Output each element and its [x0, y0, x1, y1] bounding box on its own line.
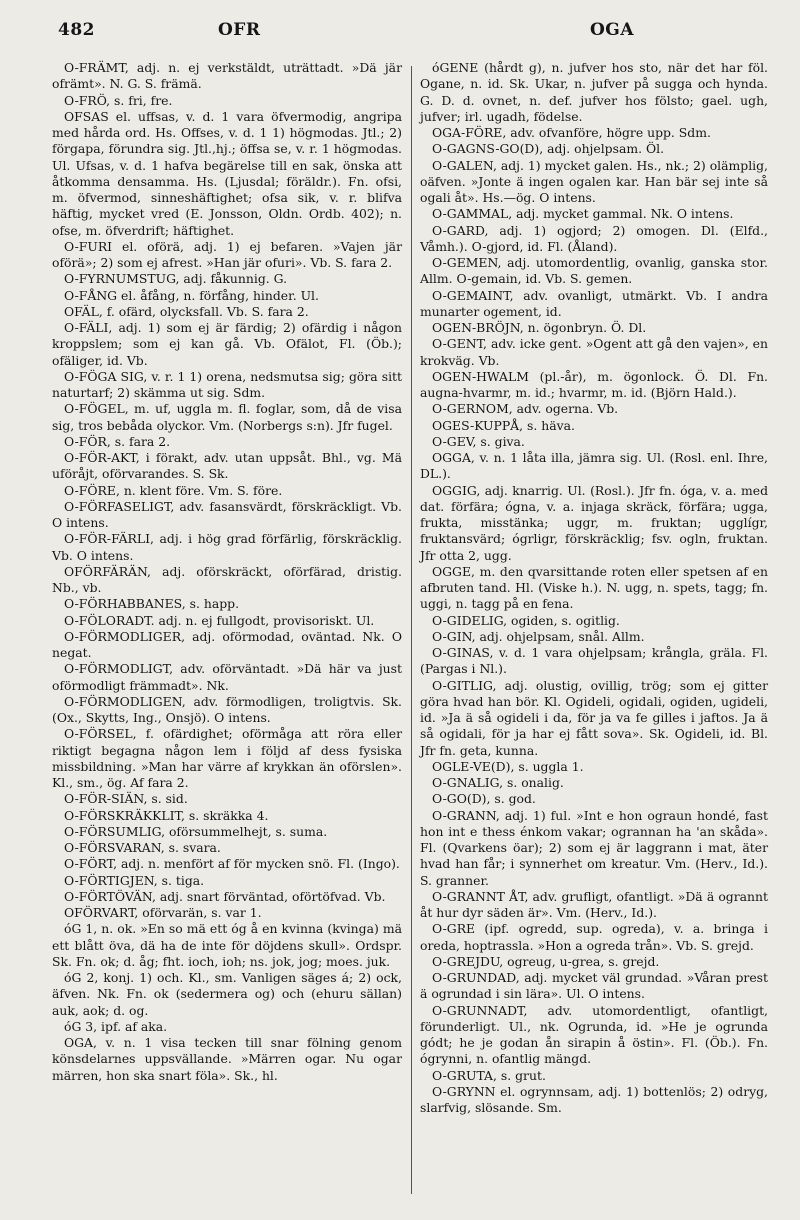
dictionary-entry	[52, 791, 402, 807]
dictionary-entry	[52, 889, 402, 905]
entry-headword: O-FÖR-FÄRLI	[64, 531, 150, 547]
entry-definition: , i förakt, adv. utan uppsåt. Bhl., vg. Mä uföråjt, oförvarandes. S. Sk.	[52, 450, 402, 482]
entry-headword: O-GRANNT ÅT	[432, 888, 525, 904]
dictionary-entry	[52, 531, 402, 564]
entry-definition: el. åfång, n. förfång, hinder. Ul.	[117, 287, 319, 303]
entry-headword: O-FÖRMODLIGT	[64, 661, 170, 677]
entry-headword: OGA	[64, 1035, 94, 1050]
entry-headword: O-GRUNDAD	[432, 970, 516, 985]
entry-headword: O-GEV	[432, 433, 473, 449]
dictionary-entry	[420, 418, 768, 434]
entry-definition: 2, konj. 1) och. Kl., sm. Vanligen säges á; 2) ock, äfven. Nk. Fn. ok (sedermera og) och (ehuru sällan) auk, aok; d. og.	[52, 970, 402, 1018]
dictionary-entry	[420, 889, 768, 922]
dictionary-entry	[420, 759, 768, 775]
right-column	[420, 60, 768, 1200]
dictionary-entry	[52, 499, 402, 532]
entry-headword: OGGA	[432, 450, 471, 465]
entry-headword: O-GRUTA	[432, 1067, 494, 1083]
entry-definition: , adv. oförväntadt. »Dä här va just oförmodligt främmadt». Nk.	[52, 661, 402, 693]
entry-definition: , s. giva.	[472, 433, 525, 449]
entry-definition: (ipf. ogredd, sup. ogreda), v. a. bringa i oreda, hoptrassla. »Hon a ogreda trån». Vb. S. grejd.	[420, 921, 768, 953]
entry-headword: O-FÖRE	[64, 482, 116, 498]
entry-headword: O-FÖRHABBANES	[64, 596, 182, 612]
dictionary-entry	[52, 905, 402, 921]
dictionary-entry	[52, 401, 402, 434]
dictionary-entry	[420, 613, 768, 629]
entry-headword: O-GITLIG	[432, 677, 493, 693]
entry-definition: , adv. icke gent. »Ogent att gå den vajen», en krokväg. Vb.	[420, 336, 768, 368]
dictionary-entry	[52, 824, 402, 840]
entry-definition: (hårdt g), n. jufver hos sto, när det har föl. Ogane, n. id. Sk. Ukar, n. jufver på sugga och hynda. G. D. d. ovnet, n. def. jufver hos fölsto; gael. ugh, jufver; irl. ugadh, födelse.	[420, 60, 768, 124]
dictionary-entry	[420, 450, 768, 483]
dictionary-entry	[52, 1019, 402, 1035]
entry-headword: O-FÖRTIGJEN	[64, 872, 154, 888]
dictionary-entry	[420, 808, 768, 889]
dictionary-entry	[420, 775, 768, 791]
entry-definition: , n. ögonbryn. Ö. Dl.	[519, 320, 647, 335]
dictionary-entry	[420, 369, 768, 402]
dictionary-entry	[420, 401, 768, 417]
dictionary-entry	[420, 921, 768, 954]
entry-definition: , adj. 1) som ej är färdig; 2) ofärdig i någon kroppslem; som ej kan gå. Vb. Ofälot, Fl. (Öb.); ofäliger, id. Vb.	[52, 320, 402, 368]
dictionary-entry	[420, 434, 768, 450]
entry-definition: , s. onalig.	[499, 775, 564, 790]
entry-definition: , adv. utomordentligt, ofantligt, förunderligt. Ul., nk. Ogrunda, id. »He je ogrunda gódt; he je godan ån sirapin å östin». Fl. (Öb.). Fn. ógrynni, n. ofantlig mängd.	[420, 1002, 768, 1067]
entry-definition: , s. uggla 1.	[510, 758, 584, 774]
entry-definition: , adj. utomordentlig, ovanlig, ganska stor. Allm. O-gemain, id. Vb. S. gemen.	[420, 255, 768, 287]
entry-headword: O-FÖGEL	[64, 401, 125, 417]
entry-definition: , adv. grufligt, ofantligt. »Dä ä ogrannt åt hur dyr säden är». Vm. (Herv., Id.).	[420, 888, 768, 920]
entry-headword: O-GRYNN	[432, 1083, 496, 1099]
dictionary-entry	[420, 158, 768, 207]
entry-definition: , oförvarän, s. var 1.	[134, 905, 262, 920]
dictionary-entry	[420, 60, 768, 125]
entry-definition: , s. fara 2.	[106, 433, 171, 449]
entry-definition: 1, n. ok. »En so mä ett óg å en kvinna (kvinga) mä ett blått öva, dä ha de inte för döjdens skull». Ordspr. Sk. Fn. ok; d. åg; fht. ioch, ioh; ns. jok, jog; moes. juk.	[52, 921, 402, 969]
dictionary-entry	[420, 206, 768, 222]
dictionary-entry	[52, 93, 402, 109]
entry-headword: O-GARD	[432, 222, 485, 238]
entry-headword: OGEN-BRÖJN	[432, 320, 520, 335]
dictionary-entry	[52, 304, 402, 320]
entry-headword: óG	[64, 970, 82, 985]
entry-definition: , adv. förmodligen, troligtvis. Sk. (Ox., Skytts, Ing., Onsjö). O intens.	[52, 693, 402, 725]
entry-definition: , adj. 1) mycket galen. Hs., nk.; 2) olämplig, oäfven. »Jonte ä ingen ogalen kar. Han bär sej inte så ogali åt». Hs.—ög. O intens.	[420, 157, 768, 205]
entry-headword: O-FÖRSKRÄKKLIT	[64, 807, 181, 823]
entry-headword: OGGIG	[432, 482, 477, 498]
entry-definition: , adv. ovanligt, utmärkt. Vb. I andra munarter ogement, id.	[420, 287, 768, 319]
entry-headword: O-FÖRMODLIGER	[64, 628, 182, 644]
dictionary-entry	[420, 564, 768, 613]
dictionary-entry	[52, 856, 402, 872]
entry-definition: , adj. i hög grad förfärlig, förskräcklig. Vb. O intens.	[52, 531, 402, 563]
entry-headword: O-GIN	[432, 628, 472, 644]
dictionary-entry	[420, 629, 768, 645]
entry-headword: O-FÖRMODLIGEN	[64, 693, 182, 709]
entry-definition: 3, ipf. af aka.	[81, 1018, 168, 1034]
entry-definition: el. ogrynnsam, adj. 1) bottenlös; 2) odryg, slarfvig, slösande. Sm.	[420, 1083, 768, 1115]
entry-definition: el. oförä, adj. 1) ej befaren. »Vajen jär oförä»; 2) som ej afrest. »Han jär ofuri». Vb. S. fara 2.	[52, 238, 402, 270]
dictionary-entry	[52, 434, 402, 450]
entry-definition: , s. häva.	[519, 417, 575, 433]
entry-definition: , adj. n. ej verkstäldt, uträttadt. »Dä jär ofrämt». N. G. S. främä.	[52, 60, 402, 92]
entry-headword: OFÖRVART	[64, 905, 135, 920]
entry-headword: O-FÖRTÖVÄN	[64, 888, 152, 904]
dictionary-entry	[52, 288, 402, 304]
entry-definition: , adj. 1) ogjord; 2) omogen. Dl. (Elfd., Våmh.). O-gjord, id. Fl. (Åland).	[420, 222, 768, 254]
entry-headword: O-GO(D)	[432, 791, 487, 807]
entry-headword: O-GINAS	[432, 645, 490, 660]
entry-definition: , adj. olustig, ovillig, trög; som ej gitter göra hvad han bör. Kl. Ogideli, ogidali, ogiden, ugideli, id. »Ja ä så ogideli i da, för ja va fe gilles i jaftos. Ja ä så ogidali, för ja har ej fått sova». Sk. Ogideli, id. Bl. Jfr fn. geta, kunna.	[420, 677, 768, 758]
entry-headword: O-FÖR-SIÄN	[64, 791, 144, 807]
entry-headword: O-GIDELIG	[432, 612, 504, 628]
entry-headword: O-FÖLORADT	[64, 612, 151, 628]
entry-headword: O-GREJDU	[432, 953, 500, 969]
column-divider	[411, 66, 412, 1194]
dictionary-entry	[52, 239, 402, 272]
entry-definition: , v. n. 1 visa tecken till snar fölning genom könsdelarnes uppsvällande. »Märren ogar. Nu ogar märren, hon ska snart föla». Sk., hl.	[52, 1035, 402, 1083]
left-running-head: OFR	[218, 20, 261, 40]
entry-headword: O-GERNOM	[432, 401, 509, 417]
entry-headword: O-GEMEN	[432, 255, 498, 270]
entry-headword: O-FÖR	[64, 433, 107, 449]
right-running-head: OGA	[590, 20, 635, 40]
page-number: 482	[58, 20, 95, 40]
entry-definition: , adj. ohjelpsam, snål. Allm.	[471, 628, 645, 644]
entry-headword: O-FÅNG	[64, 287, 118, 303]
entry-headword: O-FÖRSUMLIG	[64, 823, 162, 839]
dictionary-entry	[52, 629, 402, 662]
entry-definition: , s. skräkka 4.	[180, 807, 269, 823]
dictionary-entry	[420, 645, 768, 678]
dictionary-entry	[52, 483, 402, 499]
dictionary-entry	[52, 271, 402, 287]
dictionary-entry	[420, 336, 768, 369]
dictionary-entry	[420, 954, 768, 970]
entry-headword: OFÖRFÄRÄN	[64, 563, 148, 579]
dictionary-entry	[420, 791, 768, 807]
entry-headword: O-FRÖ	[64, 92, 107, 108]
entry-definition: , adj. mycket gammal. Nk. O intens.	[508, 206, 734, 222]
dictionary-entry	[420, 141, 768, 157]
entry-headword: OGGE	[432, 563, 471, 579]
dictionary-entry	[420, 255, 768, 288]
entry-definition: , m. uf, uggla m. fl. foglar, som, då de visa sig, tros bebåda olyckor. Vm. (Norbergs s:n). Jfr fugel.	[52, 401, 402, 433]
dictionary-entry	[420, 1084, 768, 1117]
entry-headword: O-GRE	[432, 921, 476, 937]
dictionary-entry	[420, 483, 768, 564]
dictionary-entry	[420, 320, 768, 336]
dictionary-entry	[52, 109, 402, 239]
dictionary-entry	[420, 678, 768, 759]
entry-definition: , s. svara.	[160, 840, 221, 855]
entry-headword: O-FYRNUMSTUG	[64, 271, 176, 287]
entry-definition: (pl.-år), m. ögonlock. Ö. Dl. Fn. augna-hvarmr, m. id.; hvarmr, m. id. (Björn Hald.).	[420, 368, 768, 400]
dictionary-entry	[420, 970, 768, 1003]
entry-headword: O-FÖRSVARAN	[64, 840, 161, 855]
dictionary-entry	[420, 125, 768, 141]
dictionary-entry	[420, 1003, 768, 1068]
dictionary-entry	[52, 970, 402, 1019]
entry-definition: , f. ofärdighet; oförmåga att röra eller riktigt begagna någon lem i följd af dess fysiska missbildning. »Man har värre af krykkan än oförslen». Kl., sm., ög. Af fara 2.	[52, 726, 402, 790]
dictionary-entry	[52, 694, 402, 727]
entry-definition: , s. fri, fre.	[106, 92, 173, 108]
dictionary-entry	[52, 808, 402, 824]
entry-definition: , adv. ogerna. Vb.	[508, 401, 619, 417]
entry-headword: OGEN-HWALM	[432, 368, 529, 384]
dictionary-entry	[52, 596, 402, 612]
dictionary-entry	[52, 613, 402, 629]
entry-definition: , adj. mycket väl grundad. »Våran prest ä ogrundad i sin lära». Ul. O intens.	[420, 970, 768, 1002]
entry-definition: , oförsummelhejt, s. suma.	[161, 823, 328, 839]
dictionary-entry	[52, 369, 402, 402]
entry-headword: O-FÖRFASELIGT	[64, 498, 171, 514]
dictionary-entry	[52, 564, 402, 597]
entry-definition: , m. den qvarsittande roten eller spetsen af en afbruten tand. Hl. (Viske h.). N. ugg, n. spets, tagg; fn. uggi, n. tagg på en fena.	[420, 563, 768, 612]
entry-headword: OGES-KUPPÅ	[432, 417, 520, 433]
entry-definition: , adj. 1) ful. »Int e hon ograun hondé, fast hon int e thess énkom vakar; ogrannan ha 'an skåda». Fl. (Qvarkens öar); 2) som ej är laggrann i mat, äter hvad han får; i synnerhet om kreatur. Vm. (Herv., Id.). S. granner.	[420, 807, 768, 888]
entry-definition: , n. klent före. Vm. S. före.	[115, 482, 283, 498]
entry-definition: . adj. n. ej fullgodt, provisoriskt. Ul.	[150, 612, 375, 628]
entry-headword: O-GRUNNADT	[432, 1002, 524, 1018]
entry-definition: , adj. fåkunnig. G.	[175, 271, 288, 287]
entry-headword: óG	[64, 921, 82, 937]
dictionary-entry	[52, 873, 402, 889]
dictionary-entry	[52, 60, 402, 93]
entry-definition: , v. n. 1 låta illa, jämra sig. Ul. (Rosl. enl. Ihre, DL.).	[420, 450, 768, 482]
entry-definition: , ogiden, s. ogitlig.	[503, 612, 620, 628]
entry-definition: , v. d. 1 vara ohjelpsam; krångla, gräla. Fl. (Pargas i Nl.).	[420, 645, 768, 677]
entry-definition: el. uffsas, v. d. 1 vara öfvermodig, angripa med hårda ord. Hs. Offses, v. d. 1 1) högmodas. Jtl.; 2) förgapa, förundra sig. Jtl.,hj.; öffsa se, v. r. 1 högmodas. Ul. Ufsas, v. d. 1 hafva begärelse till en sak, önska att åtkomma densamma. Hs. (Ljusdal; föräldr.). Fn. ofsi, m. öfvermod, sinneshäftighet; ofsa sik, v. r. blifva häftig, mycket vred (E. Jonsson, Oldn. Ordb. 402); n. ofse, m. öfverdrift; häftighet.	[52, 108, 402, 238]
entry-headword: O-GENT	[432, 336, 484, 352]
entry-definition: , s. tiga.	[153, 872, 205, 888]
entry-definition: , s. grut.	[493, 1067, 546, 1083]
entry-headword: OFÄL	[64, 303, 99, 319]
entry-headword: O-FÖGA SIG	[64, 368, 144, 384]
dictionary-entry	[52, 726, 402, 791]
entry-headword: O-FÖR-AKT	[64, 450, 136, 465]
entry-definition: , adv. fasansvärdt, förskräckligt. Vb. O intens.	[52, 498, 402, 530]
entry-definition: , adj. snart förväntad, oförtöfvad. Vb.	[151, 888, 386, 904]
entry-definition: , adj. oförskräckt, oförfärad, dristig. Nb., vb.	[52, 563, 402, 595]
entry-headword: O-FÖRSEL	[64, 726, 133, 742]
entry-definition: , s. happ.	[181, 596, 240, 612]
entry-headword: OGLE-VE(D)	[432, 758, 511, 774]
entry-headword: óGENE	[432, 60, 479, 75]
dictionary-entry	[52, 320, 402, 369]
entry-headword: O-GRANN	[432, 807, 496, 823]
entry-headword: O-FRÄMT	[64, 60, 125, 75]
entry-headword: O-GALEN	[432, 157, 493, 173]
entry-headword: O-GAGNS-GO(D)	[432, 141, 540, 157]
dictionary-entry	[52, 661, 402, 694]
entry-headword: O-FURI	[64, 238, 113, 254]
entry-headword: OFSAS	[64, 108, 109, 124]
entry-headword: O-GEMAINT	[432, 287, 510, 303]
entry-headword: O-GNALIG	[432, 775, 500, 790]
dictionary-entry	[52, 921, 402, 970]
entry-headword: O-FÄLI	[64, 320, 109, 335]
dictionary-entry	[420, 288, 768, 321]
dictionary-entry	[52, 450, 402, 483]
entry-definition: , s. god.	[486, 791, 536, 807]
entry-definition: , f. ofärd, olycksfall. Vb. S. fara 2.	[98, 303, 309, 319]
entry-headword: O-FÖRT	[64, 856, 114, 872]
dictionary-entry	[52, 840, 402, 856]
dictionary-entry	[52, 1035, 402, 1084]
entry-definition: , adj. oförmodad, oväntad. Nk. O negat.	[52, 628, 402, 660]
entry-definition: , adj. n. menfört af för mycken snö. Fl. (Ingo).	[113, 856, 400, 872]
entry-headword: óG	[64, 1018, 82, 1034]
entry-definition: , ogreug, u-grea, s. grejd.	[499, 953, 660, 969]
entry-headword: O-GAMMAL	[432, 206, 509, 222]
dictionary-entry	[420, 1068, 768, 1084]
entry-definition: , v. r. 1 1) orena, nedsmutsa sig; göra sitt naturtarf; 2) skämma ut sig. Sdm.	[52, 368, 402, 400]
entry-headword: OGA-FÖRE	[432, 125, 503, 140]
entry-definition: , adv. ofvanföre, högre upp. Sdm.	[502, 125, 711, 140]
left-column	[52, 60, 402, 1200]
entry-definition: , adj. ohjelpsam. Öl.	[539, 141, 665, 157]
entry-definition: , s. sid.	[143, 791, 188, 807]
entry-definition: , adj. knarrig. Ul. (Rosl.). Jfr fn. óga, v. a. med dat. förfära; ógna, v. a. injaga skräck, förfära; ugga, frukta, misstänka; uggr, m. fruktan; ugglígr, fruktansvärd; ógrligr, förskräcklig; fsv. ogln, fruktan. Jfr otta 2, ugg.	[420, 482, 768, 563]
dictionary-entry	[420, 223, 768, 256]
